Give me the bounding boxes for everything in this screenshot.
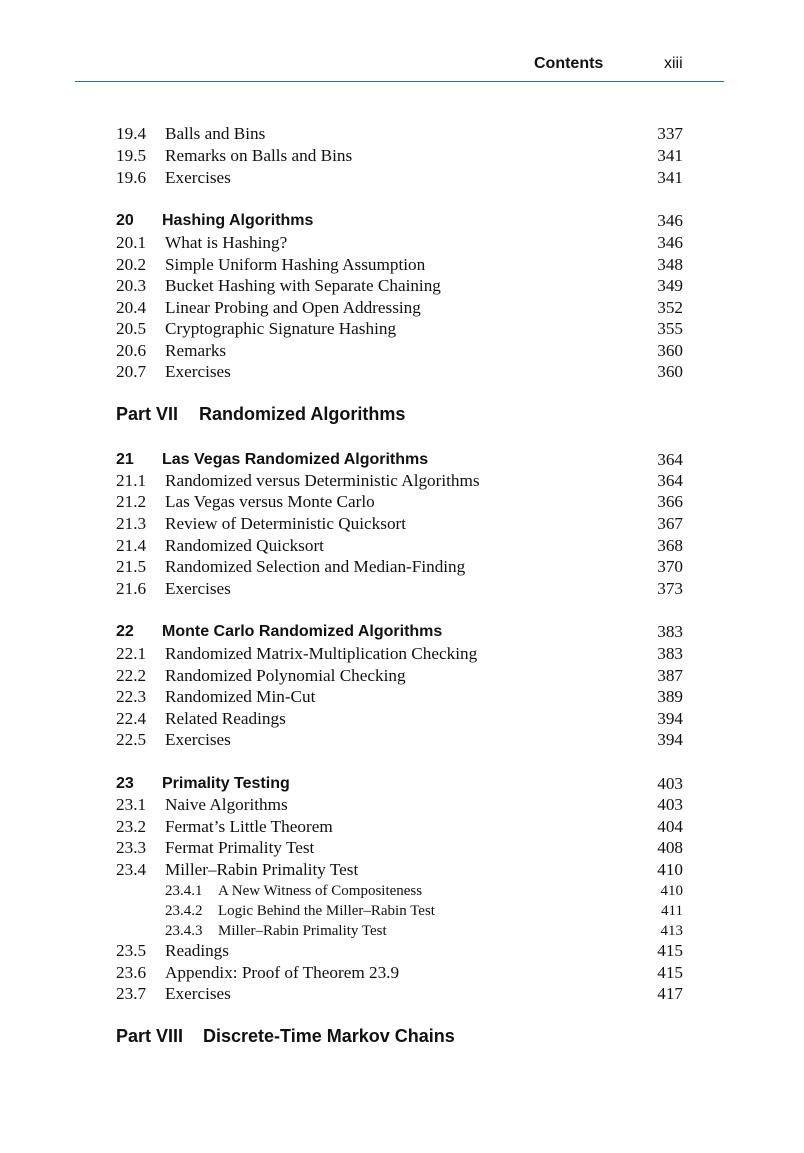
entry-page-number: 387 xyxy=(657,666,683,685)
entry-page-number: 373 xyxy=(657,579,683,598)
section-entry xyxy=(116,275,683,296)
subsection-entry xyxy=(116,921,683,942)
entry-page-number: 403 xyxy=(657,774,683,793)
entry-page-number: 341 xyxy=(657,146,683,165)
entry-number: 20.5 xyxy=(116,319,147,338)
entry-title: A New Witness of Compositeness xyxy=(218,883,423,899)
entry-title: Hashing Algorithms xyxy=(162,212,314,229)
entry-page-number: 370 xyxy=(657,557,683,576)
entry-title: Remarks on Balls and Bins xyxy=(165,146,353,165)
entry-page-number: 408 xyxy=(657,838,683,857)
entry-page-number: 383 xyxy=(657,622,683,641)
entry-title: Las Vegas Randomized Algorithms xyxy=(162,451,429,468)
entry-number: 21.6 xyxy=(116,579,147,598)
section-entry xyxy=(116,794,683,815)
entry-title: Randomized Polynomial Checking xyxy=(165,666,406,685)
entry-number: 19.6 xyxy=(116,168,147,187)
section-entry xyxy=(116,145,683,166)
entry-title: Appendix: Proof of Theorem 23.9 xyxy=(165,963,400,982)
section-entry xyxy=(116,491,683,512)
entry-number: 22.2 xyxy=(116,666,147,685)
section-entry xyxy=(116,340,683,361)
entry-page-number: 389 xyxy=(657,687,683,706)
entry-number: 23.3 xyxy=(116,838,147,857)
section-entry xyxy=(116,123,683,144)
entry-page-number: 417 xyxy=(657,984,683,1003)
part-title: Discrete-Time Markov Chains xyxy=(203,1026,455,1046)
entry-page-number: 415 xyxy=(657,963,683,982)
entry-number: 23.4.1 xyxy=(165,883,203,899)
chapter-entry xyxy=(116,773,683,794)
entry-page-number: 337 xyxy=(657,124,683,143)
entry-number: 23.7 xyxy=(116,984,147,1003)
section-entry xyxy=(116,643,683,664)
entry-title: Cryptographic Signature Hashing xyxy=(165,319,397,338)
entry-title: Randomized Quicksort xyxy=(165,536,324,555)
entry-number: 21.1 xyxy=(116,471,147,490)
entry-page-number: 410 xyxy=(657,860,683,879)
entry-page-number: 355 xyxy=(657,319,683,338)
entry-number: 22.1 xyxy=(116,644,147,663)
part-label: Part VIII xyxy=(116,1026,184,1046)
entry-title: Randomized Min-Cut xyxy=(165,687,316,706)
entry-page-number: 383 xyxy=(657,644,683,663)
entry-number: 20.6 xyxy=(116,341,147,360)
entry-title: Simple Uniform Hashing Assumption xyxy=(165,255,426,274)
entry-title: Remarks xyxy=(165,341,227,360)
entry-number: 23.6 xyxy=(116,963,147,982)
entry-number: 22.3 xyxy=(116,687,147,706)
entry-title: Balls and Bins xyxy=(165,124,266,143)
entry-title: What is Hashing? xyxy=(165,233,288,252)
entry-page-number: 364 xyxy=(657,471,683,490)
entry-page-number: 410 xyxy=(660,883,683,899)
entry-number: 21.4 xyxy=(116,536,147,555)
section-entry xyxy=(116,729,683,750)
entry-page-number: 368 xyxy=(657,536,683,555)
entry-title: Exercises xyxy=(165,168,231,187)
chapter-entry xyxy=(116,210,683,231)
entry-title: Readings xyxy=(165,941,229,960)
entry-number: 20.7 xyxy=(116,362,147,381)
section-entry xyxy=(116,513,683,534)
entry-number: 23.1 xyxy=(116,795,147,814)
entry-number: 20 xyxy=(116,212,134,229)
entry-page-number: 413 xyxy=(660,923,683,939)
entry-page-number: 346 xyxy=(657,233,683,252)
entry-page-number: 394 xyxy=(657,730,683,749)
entry-number: 23 xyxy=(116,775,134,792)
entry-number: 21.3 xyxy=(116,514,147,533)
entry-title: Bucket Hashing with Separate Chaining xyxy=(165,276,441,295)
entry-number: 21.5 xyxy=(116,557,147,576)
entry-number: 20.3 xyxy=(116,276,147,295)
subsection-entry xyxy=(116,881,683,902)
header-title: Contents xyxy=(534,55,604,72)
part-title: Randomized Algorithms xyxy=(199,404,406,424)
entry-number: 23.4 xyxy=(116,860,147,879)
section-entry xyxy=(116,167,683,188)
entry-page-number: 349 xyxy=(657,276,683,295)
entry-page-number: 360 xyxy=(657,362,683,381)
entry-page-number: 364 xyxy=(657,450,683,469)
entry-page-number: 415 xyxy=(657,941,683,960)
entry-number: 21 xyxy=(116,451,134,468)
entry-number: 22 xyxy=(116,623,134,640)
entry-title: Randomized Selection and Median-Finding xyxy=(165,557,466,576)
entry-number: 20.2 xyxy=(116,255,147,274)
entry-number: 23.5 xyxy=(116,941,147,960)
section-entry xyxy=(116,556,683,577)
entry-title: Naive Algorithms xyxy=(165,795,288,814)
entry-number: 21.2 xyxy=(116,492,147,511)
subsection-entry xyxy=(116,901,683,922)
section-entry xyxy=(116,361,683,382)
section-entry xyxy=(116,578,683,599)
entry-number: 19.5 xyxy=(116,146,147,165)
entry-page-number: 366 xyxy=(657,492,683,511)
entry-title: Monte Carlo Randomized Algorithms xyxy=(162,623,443,640)
section-entry xyxy=(116,686,683,707)
entry-page-number: 404 xyxy=(657,817,683,836)
entry-title: Primality Testing xyxy=(162,775,290,792)
section-entry xyxy=(116,837,683,858)
part-label: Part VII xyxy=(116,404,179,424)
entry-title: Fermat’s Little Theorem xyxy=(165,817,333,836)
chapter-entry xyxy=(116,449,683,470)
entry-number: 22.5 xyxy=(116,730,147,749)
section-entry xyxy=(116,708,683,729)
entry-number: 20.4 xyxy=(116,298,147,317)
entry-number: 23.4.2 xyxy=(165,903,203,919)
section-entry xyxy=(116,665,683,686)
entry-page-number: 360 xyxy=(657,341,683,360)
chapter-entry xyxy=(116,621,683,642)
entry-page-number: 411 xyxy=(661,903,683,919)
entry-page-number: 367 xyxy=(657,514,683,533)
entry-page-number: 341 xyxy=(657,168,683,187)
entry-title: Fermat Primality Test xyxy=(165,838,315,857)
entry-title: Exercises xyxy=(165,984,231,1003)
entry-page-number: 348 xyxy=(657,255,683,274)
section-entry xyxy=(116,940,683,961)
entry-number: 23.2 xyxy=(116,817,147,836)
entry-page-number: 403 xyxy=(657,795,683,814)
section-entry xyxy=(116,983,683,1004)
entry-page-number: 352 xyxy=(657,298,683,317)
entry-number: 23.4.3 xyxy=(165,923,203,939)
entry-title: Logic Behind the Miller–Rabin Test xyxy=(218,903,435,919)
section-entry xyxy=(116,254,683,275)
entry-title: Randomized Matrix-Multiplication Checking xyxy=(165,644,478,663)
section-entry xyxy=(116,318,683,339)
entry-title: Exercises xyxy=(165,579,231,598)
section-entry xyxy=(116,470,683,491)
entry-title: Exercises xyxy=(165,362,231,381)
entry-title: Exercises xyxy=(165,730,231,749)
header-page-number: xiii xyxy=(664,55,683,72)
entry-title: Review of Deterministic Quicksort xyxy=(165,514,407,533)
entry-number: 20.1 xyxy=(116,233,147,252)
entry-title: Las Vegas versus Monte Carlo xyxy=(165,492,375,511)
entry-page-number: 394 xyxy=(657,709,683,728)
entry-title: Miller–Rabin Primality Test xyxy=(218,923,387,939)
section-entry xyxy=(116,859,683,880)
entry-title: Miller–Rabin Primality Test xyxy=(165,860,359,879)
entry-number: 19.4 xyxy=(116,124,147,143)
section-entry xyxy=(116,535,683,556)
header-rule xyxy=(75,81,724,82)
entry-title: Randomized versus Deterministic Algorithms xyxy=(165,471,480,490)
section-entry xyxy=(116,297,683,318)
section-entry xyxy=(116,962,683,983)
entry-page-number: 346 xyxy=(657,211,683,230)
section-entry xyxy=(116,232,683,253)
section-entry xyxy=(116,816,683,837)
entry-number: 22.4 xyxy=(116,709,147,728)
entry-title: Linear Probing and Open Addressing xyxy=(165,298,421,317)
entry-title: Related Readings xyxy=(165,709,286,728)
